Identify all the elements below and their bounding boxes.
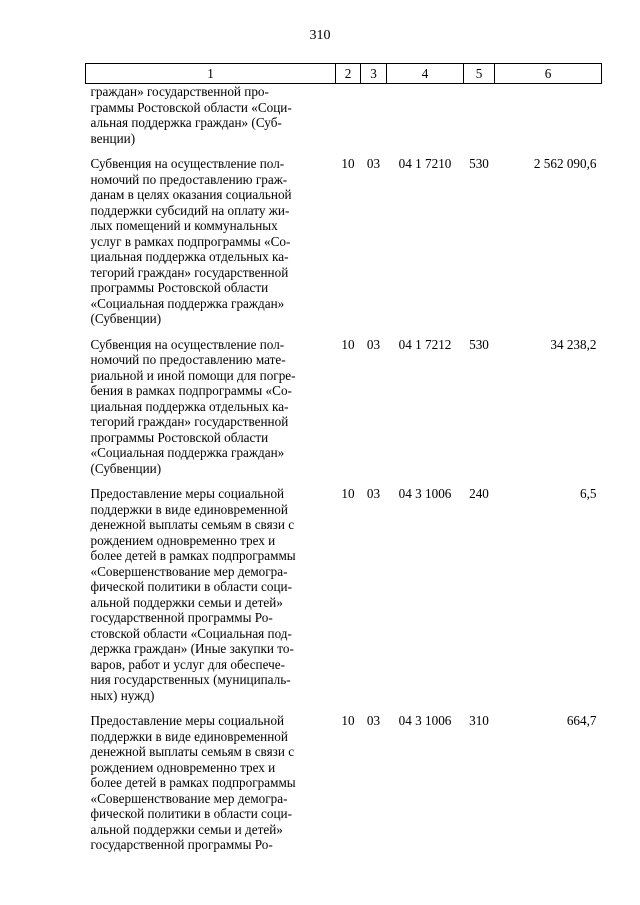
description-line: держка граждан» (Иные закупки то-: [90, 641, 294, 656]
description-line: фической политики в области соци-: [90, 579, 293, 594]
description-line: бения в рамках подпрограммы «Со-: [90, 383, 292, 398]
section-code: 10: [341, 713, 355, 728]
target-article-code: 04 3 1006: [398, 713, 452, 728]
description-line: поддержки в виде единовременной: [90, 501, 288, 517]
description-line: венции): [90, 130, 136, 146]
row-description: [86, 84, 336, 147]
description-line: «Совершенствование мер демогра-: [90, 563, 288, 579]
budget-table: [85, 63, 602, 853]
section-code: 10: [341, 486, 355, 501]
amount: 34 238,2: [550, 336, 597, 352]
description-line: ных) нужд): [90, 687, 155, 703]
description-line: денежной выплаты семьям в связи с: [90, 517, 295, 532]
target-article-code: [387, 84, 464, 147]
page-number: 310: [309, 28, 331, 43]
column-header: 1: [86, 64, 336, 84]
expense-type-code: [464, 84, 495, 147]
column-header: 5: [464, 64, 495, 84]
row-description: [86, 713, 336, 853]
description-line: Предоставление меры социальной: [90, 713, 285, 728]
description-line: тегорий граждан» государственной: [90, 264, 289, 280]
description-line: альная поддержка граждан» (Суб-: [90, 115, 282, 130]
table-row: [86, 156, 602, 327]
description-line: тегорий граждан» государственной: [90, 414, 289, 429]
subsection-code: 03: [366, 156, 381, 171]
row-description: [86, 337, 336, 477]
description-line: Предоставление меры социальной: [90, 486, 285, 501]
description-line: фической политики в области соци-: [90, 806, 293, 821]
description-line: лых помещений и коммунальных: [90, 218, 278, 233]
table-row: [86, 486, 602, 703]
description-line: граммы Ростовской области «Соци-: [90, 99, 292, 115]
description-line: данам в целях оказания социальной: [90, 187, 292, 202]
expense-type-code: 530: [469, 336, 489, 352]
subsection-code: 03: [366, 713, 381, 728]
subsection-code: 03: [366, 336, 381, 352]
expense-type-code: 310: [469, 713, 489, 728]
column-header: 2: [336, 64, 361, 84]
target-article-code: 04 3 1006: [398, 486, 452, 501]
description-line: «Социальная поддержка граждан»: [90, 445, 285, 460]
row-separator: [86, 476, 602, 486]
description-line: (Субвенции): [90, 460, 162, 476]
description-line: государственной программы Ро-: [90, 610, 273, 625]
section-code: 10: [341, 156, 355, 171]
expense-type-code: 240: [469, 486, 489, 501]
description-line: номочий по предоставлению граж-: [90, 171, 288, 187]
description-line: альной поддержки семьи и детей»: [90, 594, 283, 610]
description-line: граждан» государственной про-: [90, 84, 269, 99]
target-article-code: 04 1 7212: [398, 336, 452, 352]
table-row: [86, 84, 602, 147]
description-line: более детей в рамках подпрограммы: [90, 548, 296, 563]
row-description: [86, 486, 336, 703]
table-row: [86, 337, 602, 477]
table-header-row: [86, 64, 602, 84]
description-line: поддержки в виде единовременной: [90, 728, 288, 744]
description-line: (Субвенции): [90, 311, 162, 326]
amount: 2 562 090,6: [533, 156, 597, 171]
description-line: государственной программы Ро-: [90, 837, 273, 852]
row-separator: [86, 146, 602, 156]
subsection-code: 03: [366, 486, 381, 501]
section-code: 10: [341, 336, 355, 352]
description-line: программы Ростовской области: [90, 280, 269, 295]
expense-type-code: 530: [469, 156, 489, 171]
description-line: варов, работ и услуг для обеспече-: [90, 656, 286, 672]
table-row: [86, 713, 602, 853]
subsection-code: [361, 84, 387, 147]
description-line: «Совершенствование мер демогра-: [90, 790, 288, 806]
description-line: альной поддержки семьи и детей»: [90, 821, 283, 837]
row-description: [86, 156, 336, 327]
column-header: 4: [387, 64, 464, 84]
description-line: более детей в рамках подпрограммы: [90, 775, 296, 790]
description-line: циальная поддержка отдельных ка-: [90, 249, 289, 264]
description-line: программы Ростовской области: [90, 429, 269, 445]
target-article-code: 04 1 7210: [398, 156, 452, 171]
column-header: 6: [495, 64, 602, 84]
description-line: денежной выплаты семьям в связи с: [90, 744, 295, 759]
amount: [495, 84, 602, 147]
description-line: Субвенция на осуществление пол-: [90, 156, 285, 171]
column-header: 3: [361, 64, 387, 84]
description-line: циальная поддержка отдельных ка-: [90, 398, 289, 414]
description-line: Субвенция на осуществление пол-: [90, 336, 285, 352]
amount: 6,5: [580, 486, 597, 501]
amount: 664,7: [566, 713, 597, 728]
section-code: [336, 84, 361, 147]
description-line: ния государственных (муниципаль-: [90, 672, 291, 687]
row-separator: [86, 703, 602, 713]
description-line: рождением одновременно трех и: [90, 759, 276, 775]
row-separator: [86, 327, 602, 337]
description-line: поддержки субсидий на оплату жи-: [90, 202, 290, 218]
description-line: стовской области «Социальная под-: [90, 625, 292, 641]
description-line: номочий по предоставлению мате-: [90, 352, 286, 367]
description-line: услуг в рамках подпрограммы «Со-: [90, 233, 291, 249]
description-line: «Социальная поддержка граждан»: [90, 295, 285, 311]
description-line: рождением одновременно трех и: [90, 532, 276, 548]
description-line: риальной и иной помощи для погре-: [90, 367, 296, 383]
